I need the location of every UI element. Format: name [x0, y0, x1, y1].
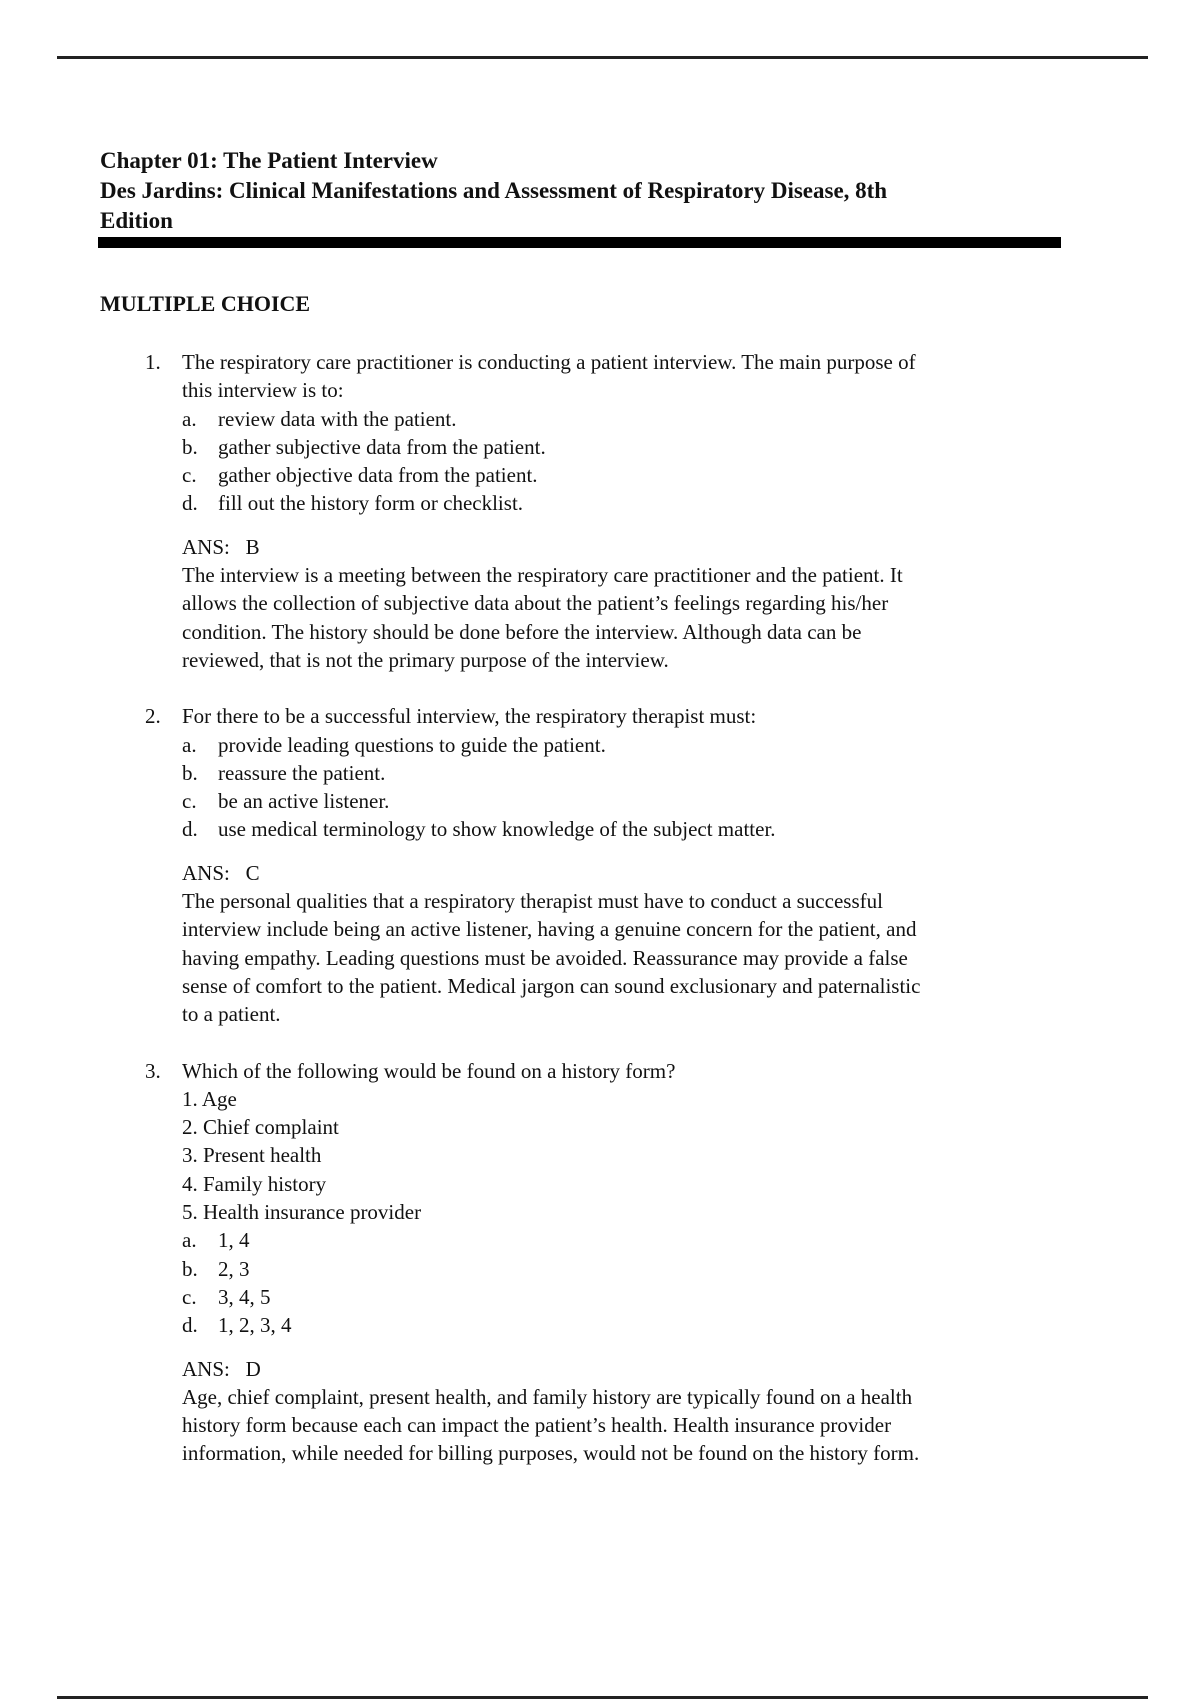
option-letter: a.: [182, 732, 197, 757]
answer-option: [182, 759, 1060, 787]
book-edition: Edition: [100, 208, 173, 233]
document-header: [100, 146, 887, 236]
numbered-choice: 3. Present health: [182, 1143, 322, 1168]
question-stem-line: The respiratory care practitioner is conducting a patient interview. The main purpose of: [182, 350, 916, 374]
option-letter: a.: [182, 406, 197, 431]
answer-block: [182, 1355, 1060, 1468]
numbered-choice: 1. Age: [182, 1086, 237, 1111]
answer-option: [182, 731, 1060, 759]
rationale-line: The personal qualities that a respiratory therapist must have to conduct a successful: [182, 889, 883, 914]
rationale-line: Age, chief complaint, present health, and family history are typically found on a health: [182, 1384, 913, 1409]
section-title: MULTIPLE CHOICE: [100, 291, 311, 316]
option-text: gather subjective data from the patient.: [218, 434, 546, 459]
question-stem-line: this interview is to:: [182, 378, 344, 403]
option-letter: b.: [182, 760, 198, 785]
rationale-line: allows the collection of subjective data about the patient’s feelings regarding his/her: [182, 591, 889, 616]
option-letter: a.: [182, 1228, 197, 1253]
answer-option: [182, 1255, 1060, 1283]
option-text: gather objective data from the patient.: [218, 463, 538, 488]
top-rule: [57, 56, 1148, 59]
answer-option: [182, 405, 1060, 433]
rationale-line: history form because each can impact the patient’s health. Health insurance provider: [182, 1413, 892, 1438]
question-stem-line: Which of the following would be found on a history form?: [182, 1058, 676, 1083]
rationale-line: having empathy. Leading questions must be avoided. Reassurance may provide a false: [182, 945, 908, 970]
header-divider: [98, 237, 1061, 248]
rationale-line: sense of comfort to the patient. Medical jargon can sound exclusionary and paternalistic: [182, 973, 921, 998]
option-text: 1, 4: [218, 1228, 250, 1253]
option-text: provide leading questions to guide the patient.: [218, 732, 606, 757]
answer-option: [182, 815, 1060, 843]
bottom-rule: [57, 1696, 1148, 1699]
option-letter: b.: [182, 434, 198, 459]
rationale-line: interview include being an active listener, having a genuine concern for the patient, and: [182, 917, 917, 942]
question-number: 2.: [145, 704, 161, 729]
answer-option: [182, 787, 1060, 815]
option-text: 3, 4, 5: [218, 1284, 271, 1309]
option-text: review data with the patient.: [218, 406, 457, 431]
option-letter: c.: [182, 789, 197, 814]
answer-key: ANS: C: [182, 860, 260, 885]
chapter-title: Chapter 01: The Patient Interview: [100, 148, 438, 173]
answer-block: [182, 859, 1060, 1029]
question-list: [100, 348, 1060, 1496]
numbered-choice: 4. Family history: [182, 1171, 327, 1196]
answer-option: [182, 461, 1060, 489]
book-title: Des Jardins: Clinical Manifestations and Assessment of Respiratory Disease, 8th: [100, 178, 888, 203]
option-text: use medical terminology to show knowledge of the subject matter.: [218, 817, 776, 842]
option-letter: d.: [182, 817, 198, 842]
option-text: reassure the patient.: [218, 760, 386, 785]
question-item: [100, 348, 1060, 674]
option-text: be an active listener.: [218, 789, 390, 814]
rationale-line: to a patient.: [182, 1002, 281, 1027]
answer-option: [182, 489, 1060, 517]
rationale-line: information, while needed for billing purposes, would not be found on the history form.: [182, 1441, 920, 1466]
answer-key: ANS: D: [182, 1356, 261, 1381]
answer-option: [182, 1311, 1060, 1339]
question-stem-line: For there to be a successful interview, the respiratory therapist must:: [182, 704, 757, 729]
option-letter: c.: [182, 463, 197, 488]
answer-block: [182, 533, 1060, 674]
question-item: [100, 702, 1060, 1028]
answer-option: [182, 1283, 1060, 1311]
answer-option: [182, 1226, 1060, 1254]
option-letter: d.: [182, 1313, 198, 1338]
option-text: 2, 3: [218, 1256, 250, 1281]
answer-option: [182, 433, 1060, 461]
question-number: 1.: [145, 350, 161, 374]
option-letter: c.: [182, 1284, 197, 1309]
rationale-line: The interview is a meeting between the respiratory care practitioner and the patient. It: [182, 563, 903, 588]
rationale-line: condition. The history should be done before the interview. Although data can be: [182, 619, 862, 644]
numbered-choice: 2. Chief complaint: [182, 1115, 339, 1140]
answer-key: ANS: B: [182, 534, 260, 559]
numbered-choice: 5. Health insurance provider: [182, 1200, 422, 1225]
option-text: 1, 2, 3, 4: [218, 1313, 292, 1338]
question-number: 3.: [145, 1058, 161, 1083]
option-text: fill out the history form or checklist.: [218, 491, 524, 516]
question-item: [100, 1057, 1060, 1468]
option-letter: d.: [182, 491, 198, 516]
option-letter: b.: [182, 1256, 198, 1281]
rationale-line: reviewed, that is not the primary purpose of the interview.: [182, 647, 669, 672]
